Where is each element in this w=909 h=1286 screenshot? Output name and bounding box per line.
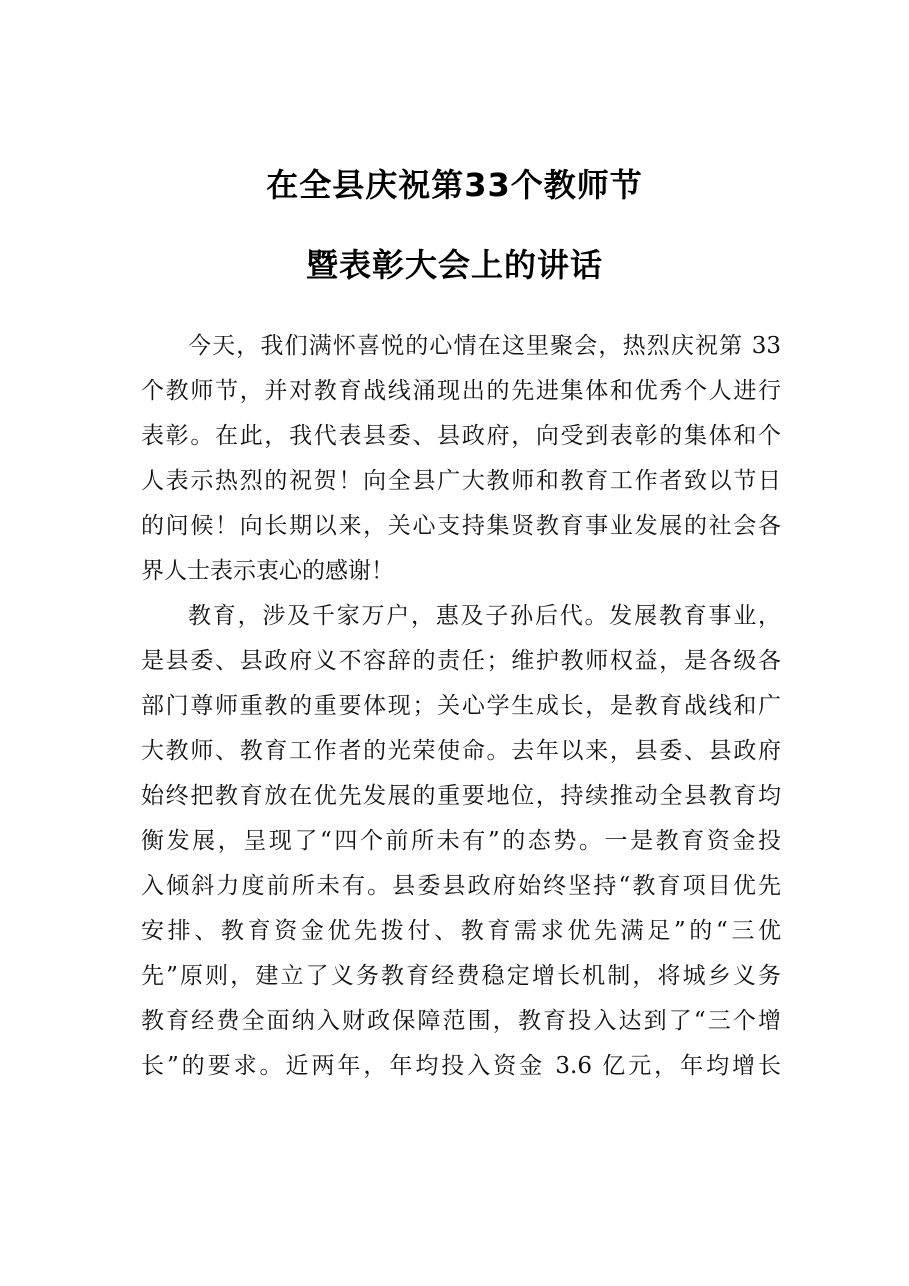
paragraph-2-line-5: 始终把教育放在优先发展的重要地位，持续推动全县教育均 bbox=[141, 783, 781, 809]
paragraph-1-line-3: 表彰。在此，我代表县委、县政府，向受到表彰的集体和个 bbox=[141, 423, 781, 449]
paragraph-2-line-11: 长”的要求。近两年，年均投入资金 3.6 亿元，年均增长 bbox=[141, 1053, 781, 1079]
paragraph-2-line-4: 大教师、教育工作者的光荣使命。去年以来，县委、县政府 bbox=[141, 738, 781, 764]
paragraph-2-line-6: 衡发展，呈现了“四个前所未有”的态势。一是教育资金投 bbox=[141, 828, 781, 854]
paragraph-1-line-5: 的问候！向长期以来，关心支持集贤教育事业发展的社会各 bbox=[141, 513, 781, 539]
paragraph-2-line-2: 是县委、县政府义不容辞的责任；维护教师权益，是各级各 bbox=[141, 648, 781, 674]
paragraph-2-line-1: 教育，涉及千家万户，惠及子孙后代。发展教育事业， bbox=[188, 603, 781, 629]
paragraph-2-line-3: 部门尊师重教的重要体现；关心学生成长，是教育战线和广 bbox=[141, 693, 781, 719]
document-title-line-1: 在全县庆祝第33个教师节 bbox=[266, 166, 643, 204]
paragraph-1-line-1: 今天，我们满怀喜悦的心情在这里聚会，热烈庆祝第 33 bbox=[188, 333, 781, 359]
paragraph-2-line-10: 教育经费全面纳入财政保障范围，教育投入达到了“三个增 bbox=[141, 1008, 781, 1034]
document-title-line-2: 暨表彰大会上的讲话 bbox=[305, 246, 603, 284]
paragraph-2-line-8: 安排、教育资金优先拨付、教育需求优先满足”的“三优 bbox=[141, 918, 781, 944]
paragraph-1-line-2: 个教师节，并对教育战线涌现出的先进集体和优秀个人进行 bbox=[141, 378, 781, 404]
paragraph-1-line-6: 界人士表示衷心的感谢！ bbox=[141, 558, 394, 584]
paragraph-1-line-4: 人表示热烈的祝贺！向全县广大教师和教育工作者致以节日 bbox=[141, 468, 781, 494]
paragraph-2-line-9: 先”原则，建立了义务教育经费稳定增长机制，将城乡义务 bbox=[141, 963, 781, 989]
document-body bbox=[141, 324, 781, 1089]
paragraph-2-line-7: 入倾斜力度前所未有。县委县政府始终坚持“教育项目优先 bbox=[141, 873, 781, 899]
